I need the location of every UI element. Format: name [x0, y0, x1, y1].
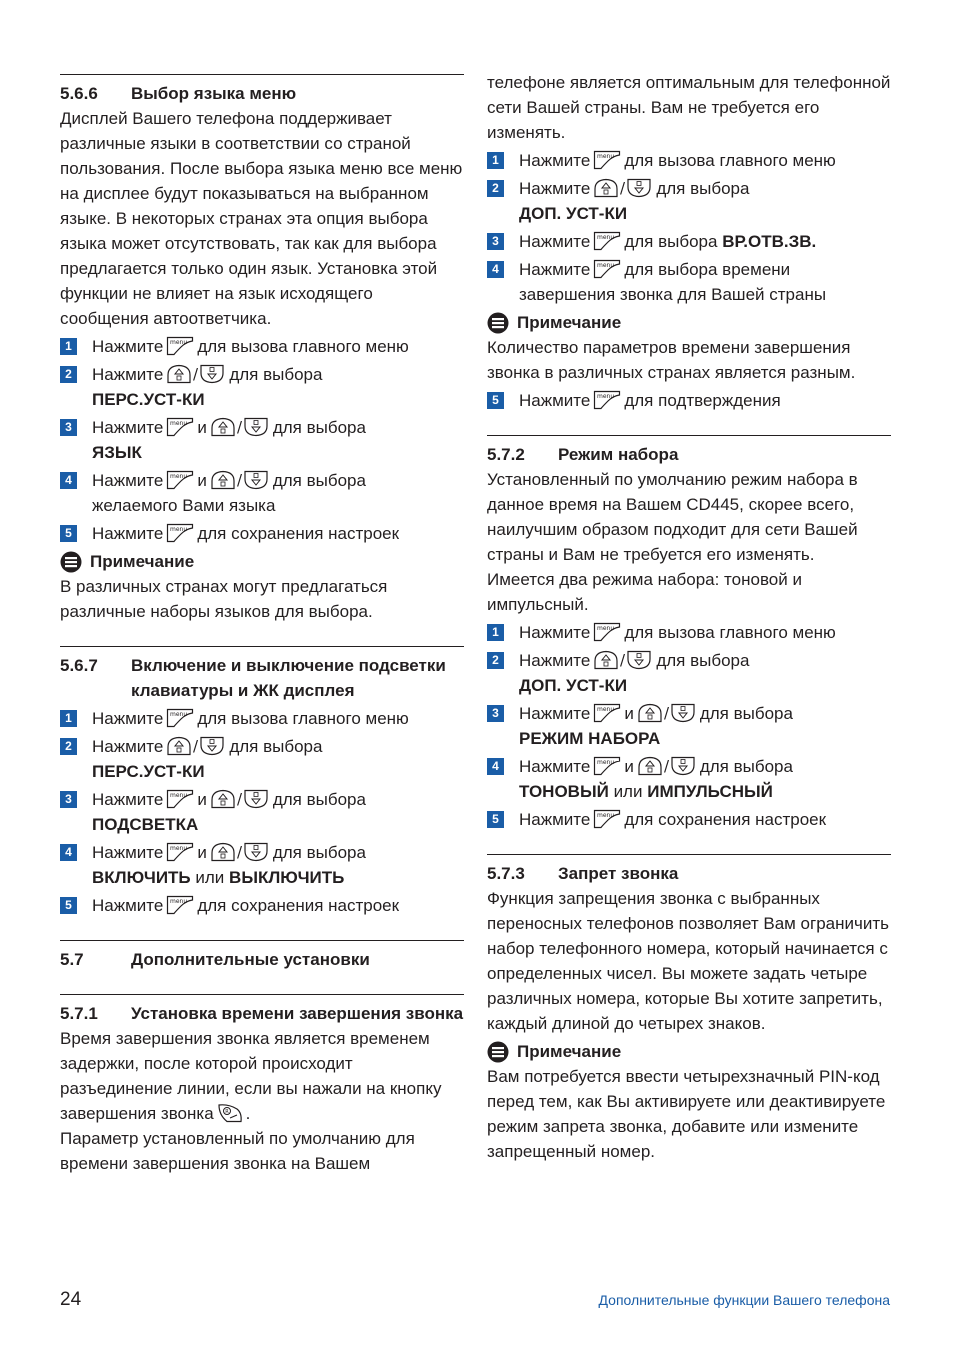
step-text: Нажмите [519, 757, 591, 776]
step-text: и [197, 843, 207, 862]
step-5 [60, 521, 464, 546]
step-number: 3 [487, 233, 504, 250]
step-text: Нажмите [519, 151, 591, 170]
step-number: 2 [60, 738, 77, 755]
step-text: Нажмите [519, 179, 591, 198]
step-text: для сохранения настроек [197, 896, 400, 915]
svg-text:menu: menu [170, 792, 188, 799]
step-number: 3 [60, 791, 77, 808]
step-text: и [197, 790, 207, 809]
step-number: 5 [60, 897, 77, 914]
up-down-keys-icon [210, 789, 270, 809]
section-title: Дополнительные установки [131, 950, 370, 969]
step-number: 3 [60, 419, 77, 436]
step-1 [60, 334, 464, 359]
step-text: для выбора [624, 232, 718, 251]
step-5 [487, 388, 891, 413]
section-number: 5.7.1 [60, 1004, 98, 1023]
step-text: для выбора [229, 737, 323, 756]
step-text: для выбора [699, 757, 793, 776]
svg-text:R: R [224, 1109, 229, 1115]
step-text: для выбора [699, 704, 793, 723]
svg-text:menu: menu [170, 339, 188, 346]
section-title: Установка времени завершения звонка [131, 1004, 464, 1023]
step-4 [60, 468, 464, 518]
up-down-keys-icon [210, 842, 270, 862]
paragraph-text: . [245, 1104, 251, 1123]
note-heading [487, 310, 891, 335]
menu-key-icon [593, 231, 621, 251]
section-heading-5-7-1 [60, 995, 464, 1026]
step-number: 4 [487, 261, 504, 278]
step-text: или [195, 868, 225, 887]
up-down-keys-icon [593, 178, 653, 198]
svg-text:/: / [663, 704, 669, 722]
step-text: Нажмите [92, 471, 164, 490]
svg-text:menu: menu [170, 473, 188, 480]
step-text: для вызова главного меню [624, 151, 836, 170]
svg-text:menu: menu [597, 759, 615, 766]
menu-key-icon [166, 417, 194, 437]
section-heading-5-6-6 [60, 75, 464, 106]
step-text: Нажмите [519, 623, 591, 642]
up-down-keys-icon [637, 703, 697, 723]
menu-key-icon [166, 842, 194, 862]
menu-option: ВР.ОТВ.ЗВ. [722, 232, 817, 251]
footer-title: Дополнительные функции Вашего телефона [598, 1292, 890, 1308]
left-column [60, 74, 464, 1176]
step-4 [487, 257, 891, 307]
step-text: для выбора [229, 365, 323, 384]
step-text: для выбора [272, 843, 366, 862]
step-text: Нажмите [92, 790, 164, 809]
menu-option: ПОДСВЕТКА [92, 815, 199, 834]
step-5 [487, 807, 891, 832]
step-1 [487, 148, 891, 173]
section-heading-5-7-3 [487, 855, 891, 886]
step-1 [60, 706, 464, 731]
up-down-keys-icon [593, 650, 653, 670]
note-text: В различных странах могут предлагаться различные наборы языков для выбора. [60, 577, 388, 621]
step-text: для выбора [656, 179, 750, 198]
step-number: 4 [60, 472, 77, 489]
svg-text:menu: menu [597, 625, 615, 632]
step-3 [487, 229, 891, 254]
note-icon [487, 312, 509, 334]
section-title: Запрет звонка [558, 864, 679, 883]
note-text: Количество параметров времени завершения звонка в различных странах является разным. [487, 338, 856, 382]
menu-option: РЕЖИМ НАБОРА [519, 729, 661, 748]
menu-option: ТОНОВЫЙ [519, 782, 609, 801]
step-text: Нажмите [519, 810, 591, 829]
section-number: 5.6.6 [60, 84, 98, 103]
step-4 [487, 754, 891, 804]
svg-text:menu: menu [597, 262, 615, 269]
step-text: для выбора времени завершения звонка для Вашей страны [519, 260, 827, 304]
step-text: Нажмите [92, 709, 164, 728]
svg-text:/: / [236, 790, 242, 808]
page-number: 24 [60, 1289, 82, 1310]
step-number: 3 [487, 705, 504, 722]
step-text: для вызова главного меню [624, 623, 836, 642]
step-text: Нажмите [519, 391, 591, 410]
step-5 [60, 893, 464, 918]
paragraph: Имеется два режима набора: тоновой и импульсный. [487, 570, 802, 614]
svg-text:/: / [663, 757, 669, 775]
step-number: 5 [60, 525, 77, 542]
note-label: Примечание [517, 1042, 622, 1061]
svg-text:menu: menu [170, 711, 188, 718]
menu-key-icon [166, 895, 194, 915]
step-text: Нажмите [92, 337, 164, 356]
step-text: Нажмите [92, 896, 164, 915]
menu-key-icon [593, 703, 621, 723]
menu-option: ВЫКЛЮЧИТЬ [229, 868, 345, 887]
step-text: Нажмите [519, 704, 591, 723]
section-heading-5-6-7 [60, 647, 464, 703]
step-text: Нажмите [92, 737, 164, 756]
menu-key-icon [166, 336, 194, 356]
step-text: Нажмите [519, 232, 591, 251]
step-number: 2 [487, 180, 504, 197]
step-text: для сохранения настроек [624, 810, 827, 829]
step-text: для подтверждения [624, 391, 781, 410]
svg-text:/: / [193, 365, 199, 383]
step-2 [487, 176, 891, 226]
up-down-keys-icon [210, 470, 270, 490]
step-number: 2 [487, 652, 504, 669]
paragraph-text: Время завершения звонка является временем задержки, после которой происходит разъединение линии, если вы нажали на кнопку завершения звонка [60, 1029, 442, 1123]
svg-text:/: / [620, 651, 626, 669]
step-text: или [613, 782, 643, 801]
step-1 [487, 620, 891, 645]
step-number: 4 [487, 758, 504, 775]
menu-key-icon [593, 809, 621, 829]
svg-text:menu: menu [170, 898, 188, 905]
menu-key-icon [593, 390, 621, 410]
step-number: 1 [60, 338, 77, 355]
menu-key-icon [593, 259, 621, 279]
note-heading [487, 1039, 891, 1064]
note-icon [60, 551, 82, 573]
note-label: Примечание [90, 552, 195, 571]
end-call-key-icon [217, 1103, 243, 1123]
svg-text:menu: menu [597, 393, 615, 400]
svg-text:/: / [236, 471, 242, 489]
svg-text:menu: menu [597, 812, 615, 819]
step-text: Нажмите [92, 365, 164, 384]
menu-key-icon [166, 789, 194, 809]
menu-option: ИМПУЛЬСНЫЙ [647, 782, 773, 801]
svg-text:menu: menu [597, 234, 615, 241]
svg-text:/: / [193, 737, 199, 755]
svg-text:menu: menu [170, 845, 188, 852]
svg-text:menu: menu [170, 420, 188, 427]
step-text: Нажмите [92, 843, 164, 862]
up-down-keys-icon [166, 364, 226, 384]
step-text: желаемого Вами языка [92, 496, 276, 515]
section-heading-5-7-2 [487, 436, 891, 467]
step-number: 1 [487, 624, 504, 641]
paragraph: Функция запрещения звонка с выбранных переносных телефонов позволяет Вам ограничить набор телефонного номера, который начинается с определенных чисел. Вы можете задать четыре различных номера, которые Вы хотите запретить, каждый длиной до четырех знаков. [487, 889, 889, 1033]
step-2 [60, 734, 464, 784]
menu-key-icon [166, 708, 194, 728]
step-number: 1 [60, 710, 77, 727]
svg-text:menu: menu [170, 526, 188, 533]
menu-option: ВКЛЮЧИТЬ [92, 868, 191, 887]
step-text: и [197, 471, 207, 490]
section-number: 5.7.3 [487, 864, 525, 883]
paragraph: Установленный по умолчанию режим набора в данное время на Вашем CD445, скорее всего, наилучшим образом подходит для сети Вашей страны и Вам не требуется его изменять. [487, 470, 858, 564]
section-title: Выбор языка меню [131, 84, 297, 103]
section-number: 5.6.7 [60, 656, 98, 675]
menu-option: ДОП. УСТ-КИ [519, 676, 628, 695]
menu-key-icon [593, 622, 621, 642]
section-title: Включение и выключение подсветки клавиатуры и ЖК дисплея [131, 656, 446, 700]
svg-text:/: / [236, 418, 242, 436]
menu-key-icon [593, 150, 621, 170]
step-text: для вызова главного меню [197, 337, 409, 356]
svg-text:/: / [620, 179, 626, 197]
menu-option: ДОП. УСТ-КИ [519, 204, 628, 223]
paragraph [60, 1026, 464, 1126]
step-text: Нажмите [92, 524, 164, 543]
paragraph: Дисплей Вашего телефона поддерживает различные языки в соответствии со страной пользования. После выбора языка меню все меню на дисплее будут показываться на выбранном языке. В некоторых странах эта опция выбора языка может отсутствовать, так как для выбора предлагается только один язык. Установка этой функции не влияет на язык исходящего сообщения автоответчика. [60, 109, 463, 328]
menu-key-icon [593, 756, 621, 776]
step-3 [487, 701, 891, 751]
menu-option: ПЕРС.УСТ-КИ [92, 762, 205, 781]
note-text: Вам потребуется ввести четырехзначный PIN-код перед тем, как Вы активируете или деактивируете режим запрета звонка, добавите или измените запрещенный номер. [487, 1067, 886, 1161]
paragraph: Параметр установленный по умолчанию для времени завершения звонка на Вашем [60, 1129, 415, 1173]
step-text: для выбора [272, 471, 366, 490]
step-text: и [624, 704, 634, 723]
svg-text:menu: menu [597, 153, 615, 160]
section-number: 5.7.2 [487, 445, 525, 464]
step-text: и [624, 757, 634, 776]
up-down-keys-icon [166, 736, 226, 756]
step-text: и [197, 418, 207, 437]
section-heading-5-7 [60, 941, 464, 972]
step-text: для выбора [272, 790, 366, 809]
note-icon [487, 1041, 509, 1063]
step-number: 5 [487, 392, 504, 409]
step-text: для вызова главного меню [197, 709, 409, 728]
menu-option: ПЕРС.УСТ-КИ [92, 390, 205, 409]
up-down-keys-icon [637, 756, 697, 776]
step-2 [487, 648, 891, 698]
step-text: Нажмите [92, 418, 164, 437]
menu-option: ЯЗЫК [92, 443, 142, 462]
section-number: 5.7 [60, 950, 84, 969]
up-down-keys-icon [210, 417, 270, 437]
menu-key-icon [166, 470, 194, 490]
svg-text:menu: menu [597, 706, 615, 713]
step-number: 2 [60, 366, 77, 383]
step-2 [60, 362, 464, 412]
step-number: 5 [487, 811, 504, 828]
section-title: Режим набора [558, 445, 679, 464]
step-4 [60, 840, 464, 890]
step-text: для выбора [272, 418, 366, 437]
step-number: 4 [60, 844, 77, 861]
step-text: для выбора [656, 651, 750, 670]
note-heading [60, 549, 464, 574]
step-3 [60, 787, 464, 837]
right-column [487, 70, 891, 1164]
step-text: для сохранения настроек [197, 524, 400, 543]
step-3 [60, 415, 464, 465]
paragraph: телефоне является оптимальным для телефонной сети Вашей страны. Вам не требуется его изменять. [487, 73, 891, 142]
step-number: 1 [487, 152, 504, 169]
note-label: Примечание [517, 313, 622, 332]
svg-text:/: / [236, 843, 242, 861]
step-text: Нажмите [519, 260, 591, 279]
step-text: Нажмите [519, 651, 591, 670]
menu-key-icon [166, 523, 194, 543]
